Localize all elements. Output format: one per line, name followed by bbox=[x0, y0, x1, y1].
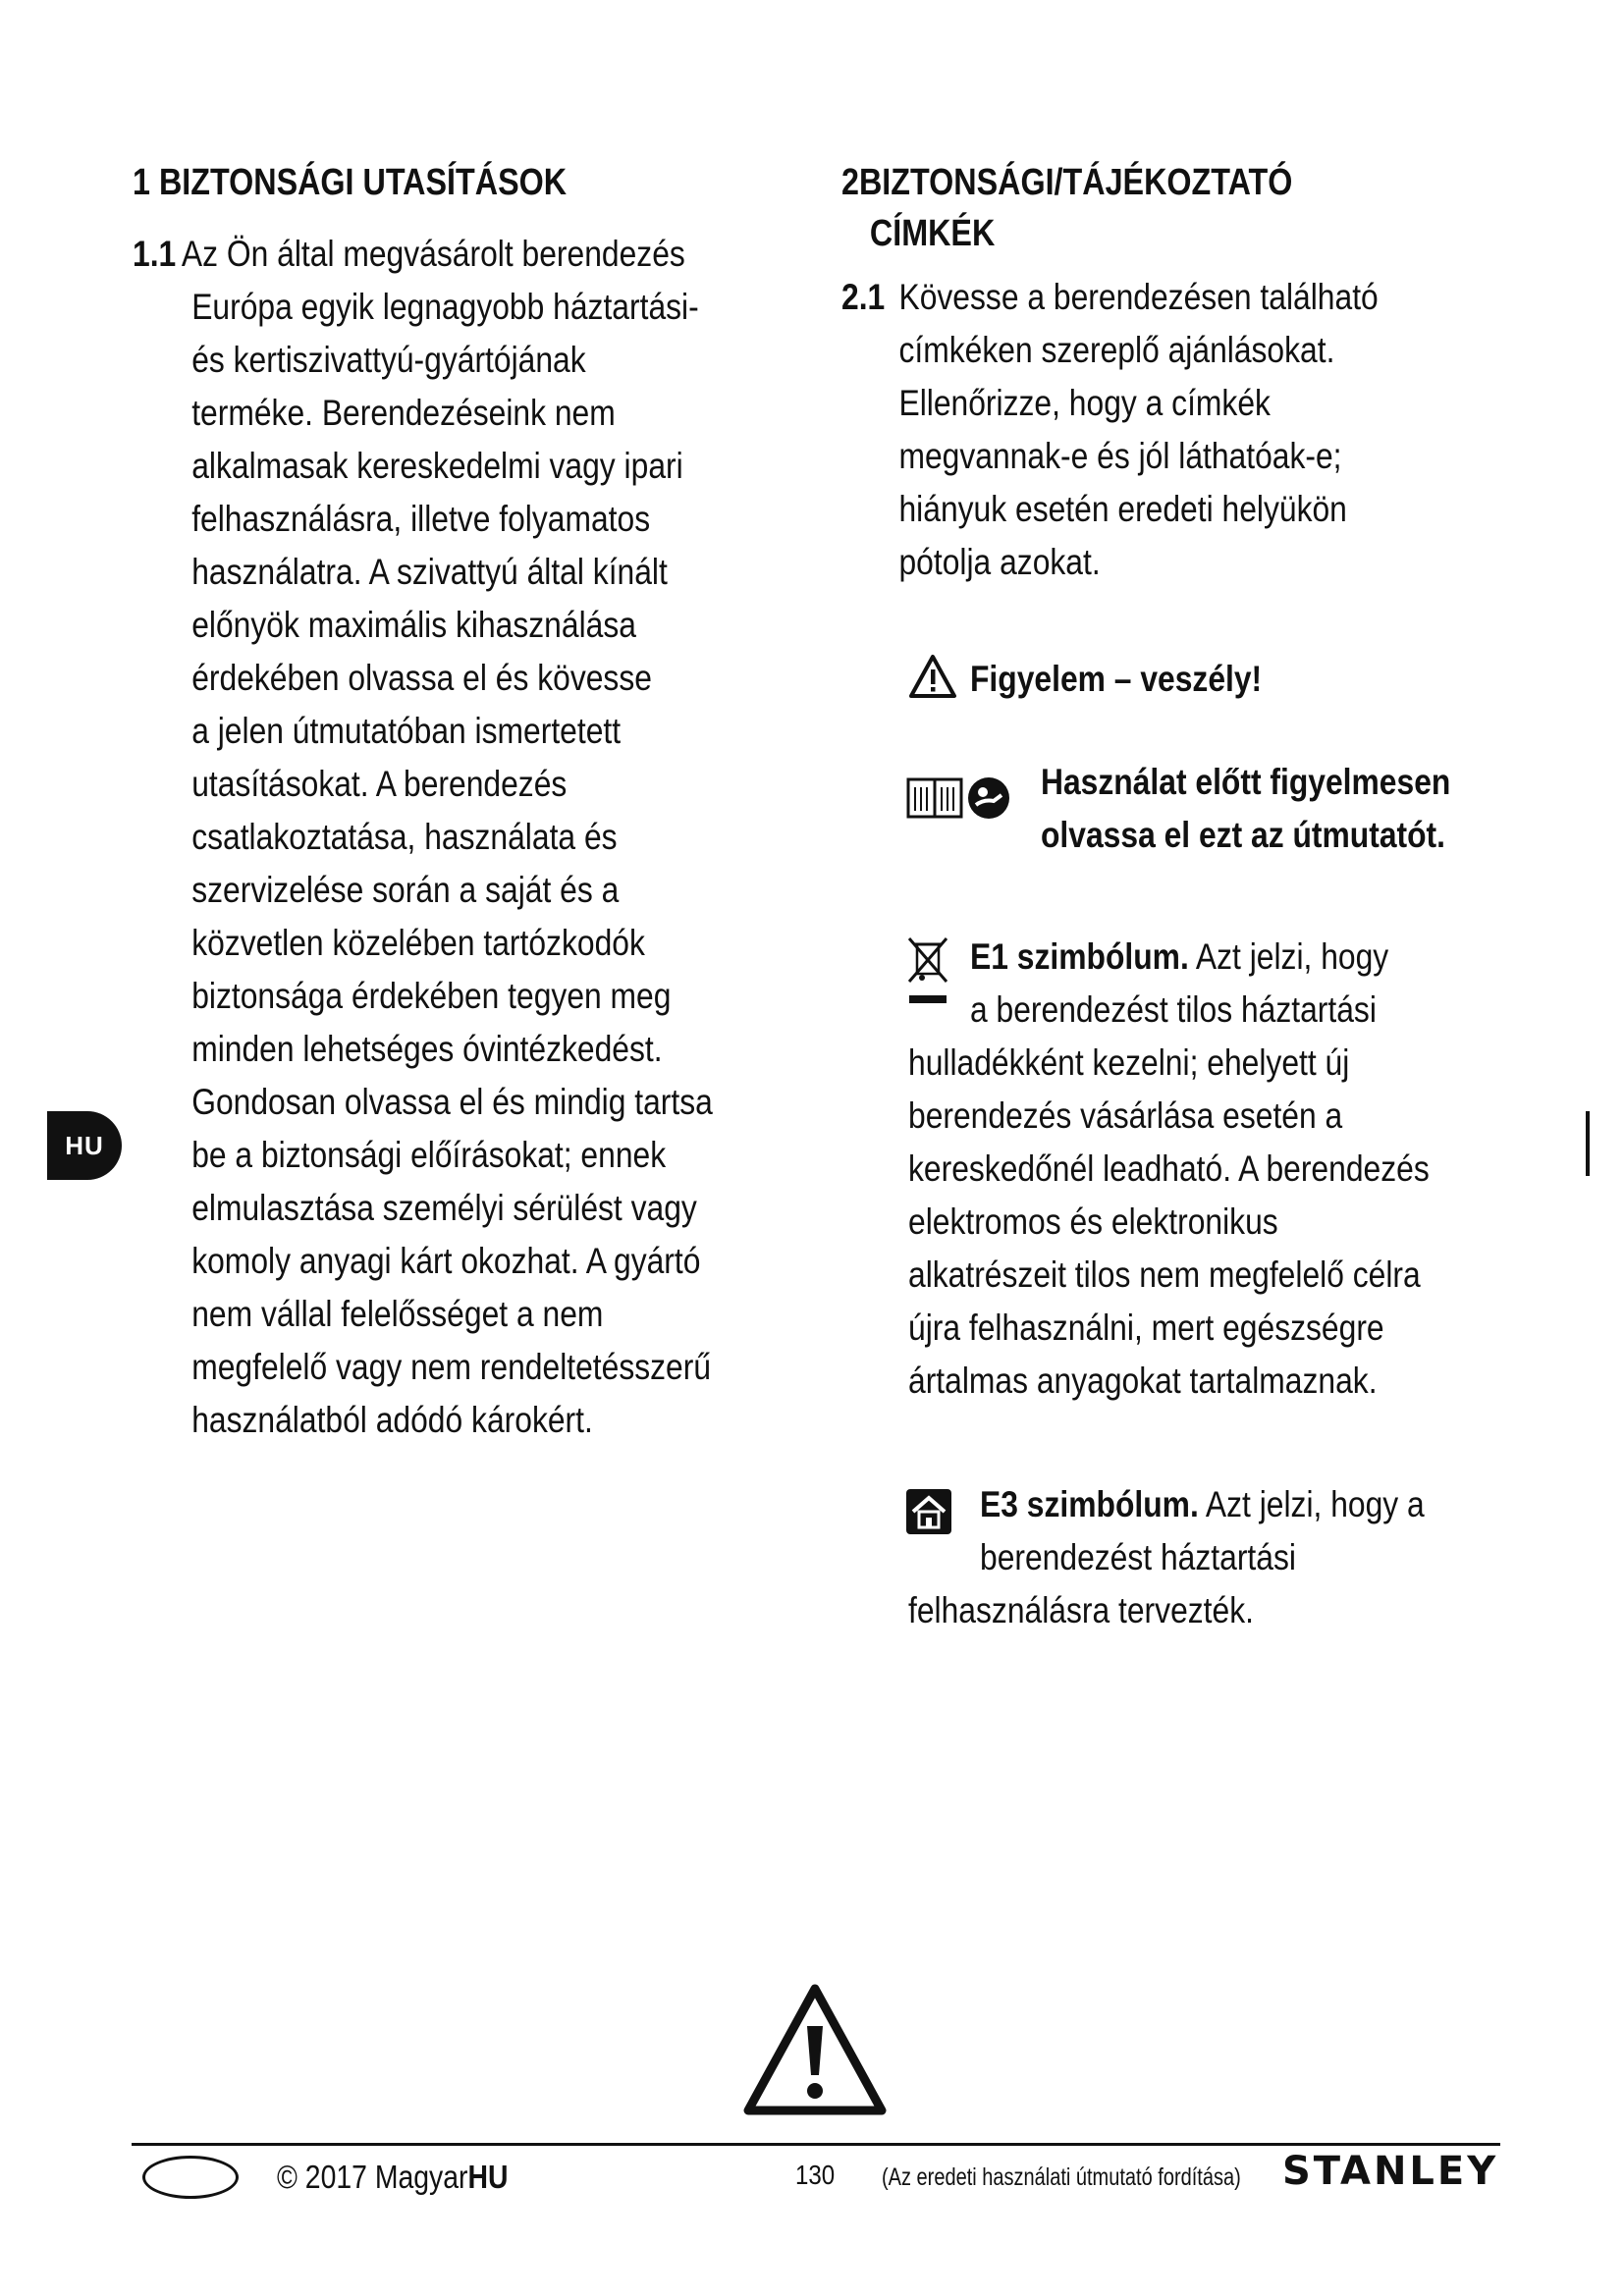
footer-rule bbox=[132, 2143, 1500, 2146]
text-line: elmulasztása személyi sérülést vagy bbox=[191, 1188, 697, 1228]
paragraph-number: 1.1 bbox=[133, 234, 177, 274]
text-line: csatlakoztatása, használata és bbox=[191, 817, 618, 857]
e3-first-line bbox=[980, 1478, 1493, 1531]
e3-first-text: Azt jelzi, hogy a bbox=[1205, 1484, 1425, 1524]
text-line: berendezés vásárlása esetén a bbox=[908, 1095, 1343, 1136]
text-line: Az Ön által megvásárolt berendezés bbox=[181, 234, 685, 274]
text-line: hulladékként kezelni; ehelyett új bbox=[908, 1042, 1350, 1083]
text-line: komoly anyagi kárt okozhat. A gyártó bbox=[191, 1241, 701, 1281]
manual-line-2: olvassa el ezt az útmutatót. bbox=[1041, 815, 1446, 855]
text-line: Európa egyik legnagyobb háztartási- bbox=[191, 287, 699, 327]
e3-line-last: felhasználásra tervezték. bbox=[908, 1590, 1254, 1630]
paragraph-number: 2.1 bbox=[841, 277, 886, 317]
footer-copyright: © 2017 MagyarHU bbox=[277, 2159, 509, 2195]
text-line: ártalmas anyagokat tartalmaznak. bbox=[908, 1361, 1378, 1401]
e1-title: E1 szimbólum. bbox=[970, 936, 1189, 977]
text-line: be a biztonsági előírásokat; ennek bbox=[191, 1135, 667, 1175]
text-line: Gondosan olvassa el és mindig tartsa bbox=[191, 1082, 713, 1122]
text-line: kereskedőnél leadható. A berendezés bbox=[908, 1148, 1430, 1189]
crossed-bin-icon bbox=[905, 934, 950, 1018]
text-line: és kertiszivattyú-gyártójának bbox=[191, 340, 586, 380]
text-line: utasításokat. A berendezés bbox=[191, 764, 568, 804]
e1-first-text: Azt jelzi, hogy bbox=[1195, 936, 1389, 977]
read-manual-icon bbox=[905, 772, 1011, 828]
text-line: érdekében olvassa el és kövesse bbox=[191, 658, 652, 698]
section-1-heading: 1 BIZTONSÁGI UTASÍTÁSOK bbox=[133, 162, 568, 203]
text-line: előnyök maximális kihasználása bbox=[191, 605, 636, 645]
warning-title: Figyelem – veszély! bbox=[970, 659, 1263, 699]
e3-line-indented: berendezést háztartási bbox=[980, 1537, 1296, 1577]
footer-lang: HU bbox=[467, 2159, 509, 2195]
section-2-paragraph bbox=[841, 271, 1412, 589]
e1-text bbox=[908, 1037, 1494, 1408]
e1-first-line bbox=[970, 931, 1493, 984]
section-1-paragraph bbox=[133, 228, 733, 1447]
text-line: nem vállal felelősséget a nem bbox=[191, 1294, 604, 1334]
text-line: felhasználásra, illetve folyamatos bbox=[191, 499, 651, 539]
warning-triangle-icon bbox=[908, 654, 957, 704]
section-2-heading-cont: CÍMKÉK bbox=[869, 213, 996, 254]
text-line: hiányuk esetén eredeti helyükön bbox=[898, 489, 1347, 529]
house-icon bbox=[905, 1488, 952, 1540]
text-line: Kövesse a berendezésen található bbox=[898, 277, 1379, 317]
text-line: elektromos és elektronikus bbox=[908, 1201, 1278, 1242]
text-line: pótolja azokat. bbox=[898, 542, 1101, 582]
text-line: megvannak-e és jól láthatóak-e; bbox=[898, 436, 1342, 476]
manual-line-1: Használat előtt figyelmesen bbox=[1041, 762, 1451, 802]
text-line: közvetlen közelében tartózkodók bbox=[191, 923, 645, 963]
margin-mark bbox=[1586, 1111, 1590, 1176]
text-line: alkatrészeit tilos nem megfelelő célra bbox=[908, 1255, 1421, 1295]
section-2-heading: 2BIZTONSÁGI/TÁJÉKOZTATÓ bbox=[841, 162, 1293, 203]
page-number: 130 bbox=[795, 2160, 836, 2190]
text-line: minden lehetséges óvintézkedést. bbox=[191, 1029, 663, 1069]
footer-oval-icon bbox=[142, 2156, 239, 2199]
text-line: használatra. A szivattyú által kínált bbox=[191, 552, 668, 592]
language-tab: HU bbox=[47, 1111, 122, 1180]
text-line: megfelelő vagy nem rendeltetésszerű bbox=[191, 1347, 712, 1387]
section-1 bbox=[133, 157, 832, 1447]
e3-title: E3 szimbólum. bbox=[980, 1484, 1199, 1524]
text-line: alkalmasak kereskedelmi vagy ipari bbox=[191, 446, 683, 486]
text-line: címkéken szereplő ajánlásokat. bbox=[898, 330, 1335, 370]
text-line: Ellenőrizze, hogy a címkék bbox=[898, 383, 1271, 423]
translation-note: (Az eredeti használati útmutató fordítása) bbox=[882, 2163, 1241, 2191]
brand-logo: STANLEY bbox=[1282, 2149, 1499, 2194]
text-line: szervizelése során a saját és a bbox=[191, 870, 620, 910]
text-line: a jelen útmutatóban ismertetett bbox=[191, 711, 622, 751]
text-line: biztonsága érdekében tegyen meg bbox=[191, 976, 672, 1016]
text-line: használatból adódó károkért. bbox=[191, 1400, 593, 1440]
text-line: újra felhasználni, mert egészségre bbox=[908, 1308, 1384, 1348]
e1-line-indented: a berendezést tilos háztartási bbox=[970, 989, 1377, 1030]
warning-triangle-icon bbox=[742, 1983, 888, 2123]
section-2 bbox=[841, 157, 1505, 589]
text-line: terméke. Berendezéseink nem bbox=[191, 393, 616, 433]
